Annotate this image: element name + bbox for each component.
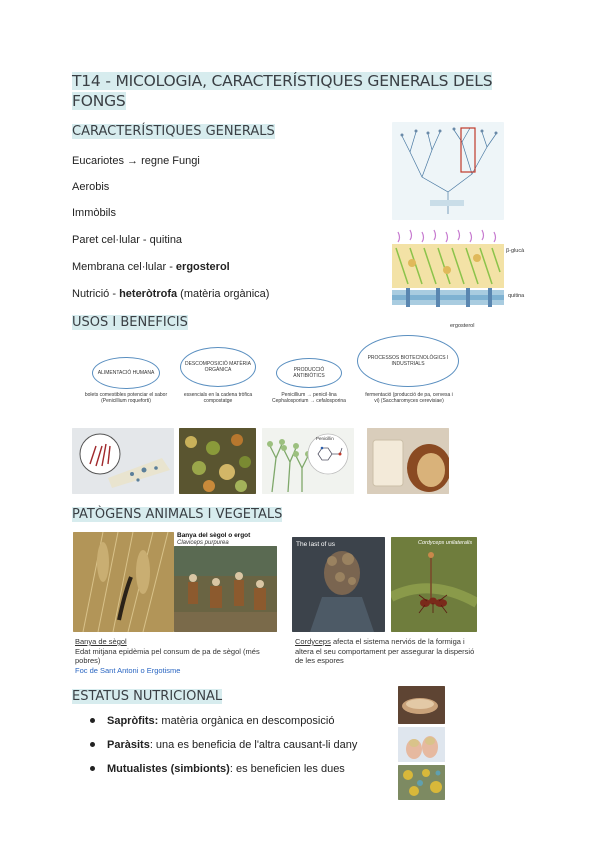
ergot-species: Claviceps purpurea <box>177 540 229 546</box>
rye-ergot-photo <box>73 532 174 632</box>
label-ergosterol: ergosterol <box>450 323 475 329</box>
mutualist-lichen-photo <box>398 765 445 800</box>
bullet-icon <box>90 766 95 771</box>
desc-food: bolets comestibles potenciar el sabor (Penicillium roqueforti) <box>84 392 168 404</box>
oval-antibiotics <box>276 358 342 388</box>
cordyceps-caption-species: Cordyceps <box>295 637 331 646</box>
section-heading-nutrition <box>72 688 222 705</box>
item-text: Nutrició - <box>72 288 120 300</box>
heading-text: CARACTERÍSTIQUES GENERALS <box>72 124 275 139</box>
item-bold: heteròtrofa <box>119 288 178 300</box>
bruegel-painting <box>174 546 277 632</box>
oval-title: ALIMENTACIÓ HUMANA <box>97 370 155 376</box>
item-text: : una es beneficia de l'altra causant-li dany <box>149 739 358 751</box>
oval-title: DESCOMPOSICIÓ MATÈRIA ORGÀNICA <box>184 361 252 373</box>
penicillin-photo <box>262 428 354 494</box>
char-item-3 <box>72 206 116 220</box>
cordyceps-caption <box>295 637 483 666</box>
item-bold: ergosterol <box>175 261 230 273</box>
nutrition-item-3 <box>90 762 345 776</box>
oval-biotech <box>357 335 459 387</box>
item-text: matèria orgànica en descomposició <box>158 715 335 727</box>
section-heading-characteristics <box>72 123 275 140</box>
item-text: : es beneficien les dues <box>229 763 345 775</box>
char-item-1 <box>72 154 200 168</box>
label-chitin: quitina <box>508 293 525 299</box>
char-item-2 <box>72 180 109 194</box>
cell-wall-membrane-image <box>392 228 504 318</box>
char-item-4 <box>72 233 182 247</box>
char-item-5 <box>72 260 230 274</box>
saprophyte-photo <box>398 686 445 724</box>
blue-cheese-photo <box>72 428 174 494</box>
item-text-post: (matèria orgànica) <box>177 288 270 300</box>
oval-title: PRODUCCIÓ ANTIBIÒTICS <box>293 367 325 379</box>
title-line-1: T14 - MICOLOGIA, CARACTERÍSTIQUES GENERALS DELS <box>72 72 493 90</box>
last-of-us-photo <box>292 537 385 632</box>
oval-decomposition <box>180 347 256 387</box>
item-text: Paret cel·lular - quitina <box>72 234 183 246</box>
cordyceps-ant-photo <box>391 537 477 632</box>
item-bold: Paràsits <box>107 739 150 751</box>
ergotism-link[interactable]: Foc de Sant Antoni o Ergotisme <box>75 665 181 675</box>
oval-title: PROCESSOS BIOTECNOLÒGICS I INDUSTRIALS <box>367 355 449 367</box>
heading-text: PATÒGENS ANIMALS I VEGETALS <box>72 507 283 522</box>
bread-photo <box>367 428 449 494</box>
item-text: Eucariotes → regne Fungi <box>72 155 200 167</box>
nutrition-item-1 <box>90 714 334 728</box>
heading-text: ESTATUS NUTRICIONAL <box>72 689 223 704</box>
char-item-6 <box>72 287 269 301</box>
item-text: Immòbils <box>72 207 117 219</box>
compost-photo <box>179 428 256 494</box>
phylogeny-tree-image <box>392 122 504 220</box>
ergot-caption <box>75 637 285 675</box>
cordyceps-caption-text: afecta el sistema nerviós de la formiga i altera el seu comportament per assegurar la dispersió de les espores <box>295 637 475 665</box>
section-heading-uses <box>72 314 188 331</box>
desc-antibiotics: Penicillium → penicil·lina Cephalosporium → cefalosporina <box>272 392 346 404</box>
parasite-photo <box>398 727 445 762</box>
ergot-caption-title: Banya de sègol <box>75 637 127 646</box>
item-text: Membrana cel·lular - <box>72 261 176 273</box>
last-of-us-label: The last of us <box>296 541 336 548</box>
section-heading-pathogens <box>72 506 282 523</box>
nutrition-item-2 <box>90 738 357 752</box>
item-bold: Mutualistes (simbionts) <box>107 763 230 775</box>
item-text: Aerobis <box>72 181 110 193</box>
heading-text: USOS I BENEFICIS <box>72 315 188 330</box>
penicillin-label: Penicillin <box>316 436 334 441</box>
desc-decomposition: essencials en la cadena tròfica compostatge <box>183 392 253 404</box>
oval-food <box>92 357 160 389</box>
ergot-title: Banya del sègol o ergot <box>177 532 251 539</box>
bullet-icon <box>90 742 95 747</box>
title-line-2: FONGS <box>72 92 126 110</box>
cordyceps-photo-label: Cordyceps unilateralis <box>418 540 473 546</box>
page-title <box>72 71 492 111</box>
bullet-icon <box>90 718 95 723</box>
ergot-caption-text: Edat mitjana epidèmia pel consum de pa de sègol (més pobres) <box>75 646 260 665</box>
desc-biotech: fermentació (producció de pa, cervesa i vi) (Saccharomyces cerevisiae) <box>365 392 453 404</box>
item-bold: Sapròfits: <box>107 715 159 727</box>
label-glucans: β-glucà <box>506 248 525 254</box>
